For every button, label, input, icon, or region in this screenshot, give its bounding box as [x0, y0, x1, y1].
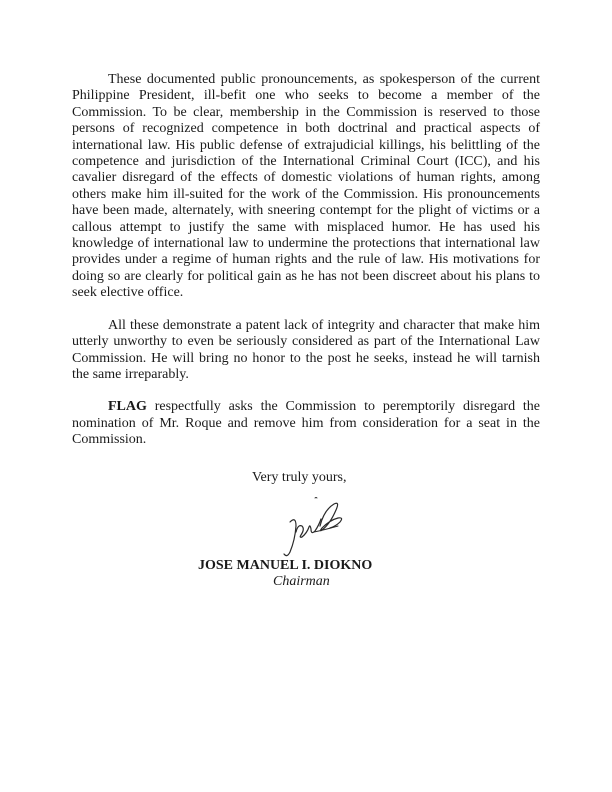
handwritten-signature — [270, 492, 360, 562]
closing-salutation: Very truly yours, — [252, 470, 347, 485]
paragraph-text: All these demonstrate a patent lack of integrity and character that make him utterly unworthy to even be seriously considered as part of the International Law Commission. He will bring no honor to the post he seeks, instead he will tarnish the same irreparably. — [72, 317, 540, 382]
paragraph-text: respectfully asks the Commission to peremptorily disregard the nomination of Mr. Roque and remove him from consideration for a seat in the Commission. — [72, 399, 540, 448]
signer-name: JOSE MANUEL I. DIOKNO — [198, 558, 373, 573]
organization-name: FLAG — [108, 399, 147, 415]
letter-body — [72, 72, 540, 465]
paragraph-request — [72, 399, 540, 448]
paragraph-pronouncements — [72, 72, 540, 302]
paragraph-integrity — [72, 318, 540, 384]
signer-title: Chairman — [273, 574, 330, 589]
paragraph-text: These documented public pronouncements, as spokesperson of the current Philippine President, ill-befit one who seeks to become a member of the Commission. To be clear, membership in the Commission is reserved to those persons of recognized competence in both doctrinal and practical aspects of international law. His public defense of extrajudicial killings, his belittling of the competence and jurisdiction of the International Criminal Court (ICC), and his cavalier disregard of the effects of domestic violations of human rights, among others make him ill-suited for the work of the Commission. His pronouncements have been made, alternately, with sneering contempt for the plight of victims or a callous attempt to justify the same with misplaced humor. He has used his knowledge of international law to undermine the protections that international law provides under a regime of human rights and the rule of law. His motivations for doing so are clearly for political gain as he has not been discreet about his plans to seek elective office. — [72, 72, 540, 301]
